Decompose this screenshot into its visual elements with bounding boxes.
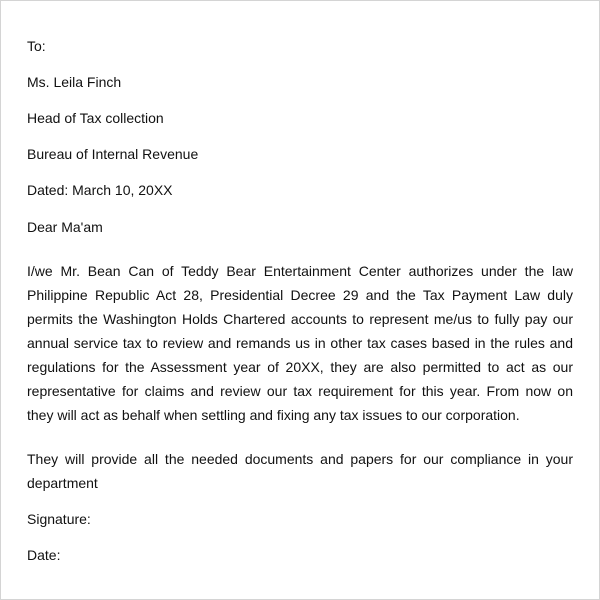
paragraph-line: They will provide all the needed documents and papers for our compliance in your xyxy=(27,451,573,467)
to-label: To: xyxy=(27,38,46,54)
recipient-org: Bureau of Internal Revenue xyxy=(27,146,199,162)
signature-label: Signature: xyxy=(27,511,91,527)
paragraph-line: regulations for the Assessment year of 20XX, they are also permitted to act as our xyxy=(27,359,573,375)
paragraph-line: representative for claims and review our tax requirement for this year. From now on xyxy=(27,383,573,399)
paragraph-line: permits the Washington Holds Chartered accounts to represent me/us to fully pay our xyxy=(27,311,573,327)
salutation: Dear Ma'am xyxy=(27,219,103,235)
paragraph-line: they will act as behalf when settling and fixing any tax issues to our corporation. xyxy=(27,407,520,423)
recipient-title: Head of Tax collection xyxy=(27,110,164,126)
paragraph-line: I/we Mr. Bean Can of Teddy Bear Entertainment Center authorizes under the law xyxy=(27,263,573,279)
paragraph-line: annual service tax to review and remands us in other tax cases based in the rules and xyxy=(27,335,573,351)
paragraph-line: Philippine Republic Act 28, Presidential Decree 29 and the Tax Payment Law duly xyxy=(27,287,573,303)
recipient-name: Ms. Leila Finch xyxy=(27,74,122,90)
dated-line: Dated: March 10, 20XX xyxy=(27,182,173,198)
paragraph-line: department xyxy=(27,475,98,491)
date-label: Date: xyxy=(27,547,61,563)
